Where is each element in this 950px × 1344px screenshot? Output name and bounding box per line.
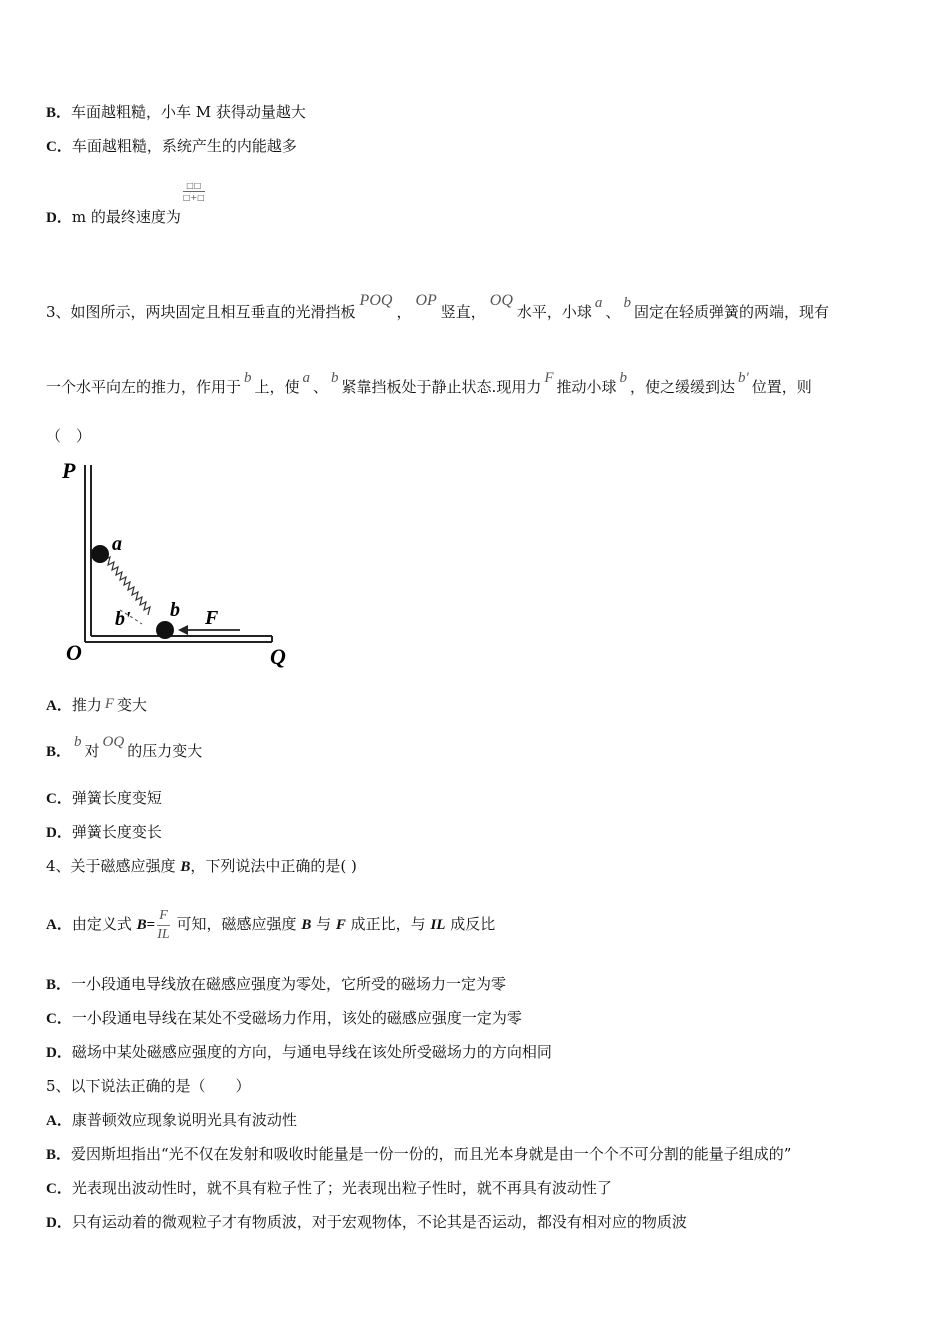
label-o: O xyxy=(66,640,82,665)
q4-stem xyxy=(46,856,357,877)
stem-text: 竖直， xyxy=(440,303,486,321)
fraction-numerator: F xyxy=(157,907,170,926)
label-a: a xyxy=(112,533,122,555)
label-b: b xyxy=(170,599,180,621)
option-label: C． xyxy=(46,139,72,155)
math-poq: POQ xyxy=(359,292,393,309)
math-oq: OQ xyxy=(489,292,513,309)
option-label: B． xyxy=(46,1147,72,1163)
q3-option-c xyxy=(46,788,162,809)
math-a: a xyxy=(302,370,311,386)
force-arrow-head xyxy=(178,625,188,635)
fraction-denominator: □+□ xyxy=(182,193,205,202)
q2-option-d xyxy=(46,181,205,228)
math-f: F xyxy=(104,696,115,712)
ball-a xyxy=(91,545,109,563)
option-text: m 的最终速度为 xyxy=(71,208,181,226)
math-a: a xyxy=(594,295,603,311)
option-label: D． xyxy=(46,1045,72,1061)
symbol-b: B xyxy=(180,859,191,875)
option-label: C． xyxy=(46,1181,72,1197)
label-f: F xyxy=(205,607,219,629)
stem-text: 、 xyxy=(605,303,621,321)
option-text: 成正比，与 xyxy=(345,915,431,933)
q5-option-b xyxy=(46,1144,791,1165)
option-label: D． xyxy=(46,825,72,841)
label-q: Q xyxy=(270,644,286,669)
math-op: OP xyxy=(415,292,437,309)
option-label: A． xyxy=(46,698,72,714)
math-b: b xyxy=(244,370,252,386)
option-label: C． xyxy=(46,1011,72,1027)
q4-option-d xyxy=(46,1042,552,1063)
option-text: 车面越粗糙，小车 M 获得动量越大 xyxy=(71,103,306,121)
option-text: 磁场中某处磁感应强度的方向，与通电导线在该处所受磁场力的方向相同 xyxy=(71,1043,552,1061)
q5-option-d xyxy=(46,1212,687,1233)
label-p: P xyxy=(62,460,76,483)
stem-text: ，下列说法中正确的是( ) xyxy=(190,857,357,875)
stem-text: 水平，小球 xyxy=(516,303,592,321)
option-text: 康普顿效应现象说明光具有波动性 xyxy=(71,1111,297,1129)
velocity-fraction xyxy=(183,180,205,203)
option-label: A． xyxy=(46,1113,72,1129)
q3-option-b xyxy=(46,734,203,762)
spring-balls-figure xyxy=(60,460,300,675)
q2-option-b xyxy=(46,102,306,123)
option-label: C． xyxy=(46,791,72,807)
q4-option-c xyxy=(46,1008,522,1029)
option-text: 光表现出波动性时，就不具有粒子性了；光表现出粒子性时，就不再具有波动性了 xyxy=(71,1179,612,1197)
stem-text: 固定在轻质弹簧的两端，现有 xyxy=(633,303,829,321)
stem-text: ， xyxy=(396,303,412,321)
math-f: F xyxy=(544,370,554,386)
option-text: 一小段通电导线放在磁感应强度为零处，它所受的磁场力一定为零 xyxy=(71,975,507,993)
stem-text: 一个水平向左的推力，作用于 xyxy=(46,378,242,396)
label-b-prime: b' xyxy=(115,608,131,630)
fraction-denominator: IL xyxy=(157,926,170,942)
q4-option-a xyxy=(46,900,495,949)
option-text: 爱因斯坦指出“光不仅在发射和吸收时能量是一份一份的，而且光本身就是由一个个不可分割的能量子组成的” xyxy=(71,1145,792,1163)
option-text: 对 xyxy=(84,742,100,760)
math-b: b xyxy=(331,370,339,386)
fraction-numerator: □□ xyxy=(183,180,205,192)
option-text: 与 xyxy=(311,915,336,933)
option-text: 弹簧长度变长 xyxy=(71,823,162,841)
symbol-b: B xyxy=(136,917,147,933)
math-b: b xyxy=(619,370,628,386)
option-text: 弹簧长度变短 xyxy=(71,789,162,807)
option-text: 一小段通电导线在某处不受磁场力作用，该处的磁感应强度一定为零 xyxy=(71,1009,522,1027)
q5-option-c xyxy=(46,1178,612,1199)
q3-stem-line1 xyxy=(46,292,829,323)
stem-text: 4、关于磁感应强度 xyxy=(46,857,181,875)
option-label: D． xyxy=(46,210,72,226)
option-text: 可知，磁感应强度 xyxy=(171,915,302,933)
option-text: 由定义式 xyxy=(71,915,137,933)
option-text: 车面越粗糙，系统产生的内能越多 xyxy=(71,137,297,155)
option-label: B． xyxy=(46,977,72,993)
ball-b xyxy=(156,621,174,639)
q5-option-a xyxy=(46,1110,297,1131)
stem-text: 、 xyxy=(313,378,329,396)
q5-stem: 5、以下说法正确的是（ ） xyxy=(46,1077,251,1095)
symbol-f: F xyxy=(335,917,346,933)
equals-sign: = xyxy=(146,917,156,933)
math-b-prime: b' xyxy=(738,370,749,386)
symbol-b: B xyxy=(301,917,312,933)
definition-fraction xyxy=(157,907,170,944)
option-text: 推力 xyxy=(71,696,102,714)
stem-text: ，使之缓缓到达 xyxy=(630,378,736,396)
q3-stem-line2 xyxy=(46,370,812,398)
symbol-il: IL xyxy=(430,917,446,933)
stem-text: 3、如图所示，两块固定且相互垂直的光滑挡板 xyxy=(46,303,356,321)
option-label: A． xyxy=(46,917,72,933)
option-text: 只有运动着的微观粒子才有物质波，对于宏观物体，不论其是否运动，都没有相对应的物质波 xyxy=(71,1213,687,1231)
stem-text: 位置，则 xyxy=(751,378,812,396)
q3-option-d xyxy=(46,822,162,843)
stem-text: 紧靠挡板处于静止状态.现用力 xyxy=(341,378,542,396)
option-text: 变大 xyxy=(117,696,148,714)
math-b: b xyxy=(74,734,82,750)
math-oq: OQ xyxy=(102,734,125,750)
option-label: B． xyxy=(46,105,72,121)
option-text: 成反比 xyxy=(445,915,496,933)
q4-option-b xyxy=(46,974,506,995)
option-label: B． xyxy=(46,744,72,760)
option-label: D． xyxy=(46,1215,72,1231)
stem-text: 上，使 xyxy=(254,378,300,396)
option-text: 的压力变大 xyxy=(127,742,203,760)
q2-option-c xyxy=(46,136,297,157)
math-b: b xyxy=(623,295,631,311)
q3-stem-line3: （ ） xyxy=(46,427,92,445)
spring xyxy=(100,552,150,615)
stem-text: 推动小球 xyxy=(556,378,617,396)
q3-option-a xyxy=(46,695,147,716)
